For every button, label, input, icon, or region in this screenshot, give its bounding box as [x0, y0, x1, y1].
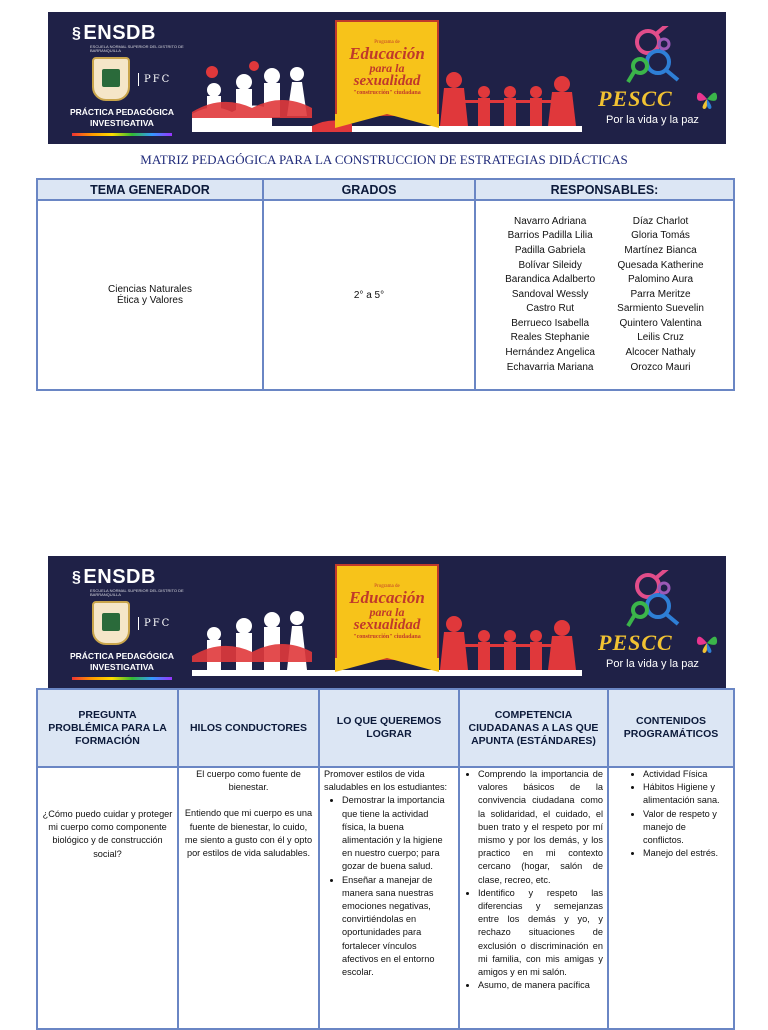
- list-item: • Actividad Física: [643, 768, 729, 781]
- crest-icon: [92, 601, 130, 645]
- edu-line-4: "construcción" ciudadana: [353, 634, 421, 640]
- ensdb-subtitle: ESCUELA NORMAL SUPERIOR DEL DISTRITO DE BARRANQUILLA: [90, 588, 184, 597]
- list-item: • Identifico y respeto las diferencias y semejanzas entre los demás y yo, y rechazo situaciones de exclusión o discriminación en mi familia, con mis amigas y amigos y en mi salón.: [478, 887, 603, 979]
- pescc-text: PESCC: [598, 86, 673, 111]
- slogan-text: Por la vida y la paz: [606, 658, 699, 670]
- responsable-name: Castro Rut: [526, 303, 575, 315]
- header-contenidos: CONTENIDOS PROGRAMÁTICOS: [608, 689, 734, 767]
- pescc-text: PESCC: [598, 630, 673, 655]
- responsable-name: Reales Stephanie: [510, 332, 590, 344]
- header-tema: TEMA GENERADOR: [37, 179, 263, 200]
- responsable-name: Parra Meritze: [630, 288, 691, 300]
- responsable-name: Díaz Charlot: [632, 215, 689, 227]
- lograr-cell: [319, 767, 459, 1029]
- responsable-name: Bolívar Sileidy: [518, 259, 582, 271]
- edu-line-2: para la: [369, 605, 405, 619]
- responsable-name: Alcocer Nathaly: [625, 347, 696, 359]
- edu-line-3: sexualidad: [353, 73, 421, 89]
- page-title: MATRIZ PEDAGÓGICA PARA LA CONSTRUCCION DE ESTRATEGIAS DIDÁCTICAS: [140, 152, 628, 167]
- pescc-logo: [596, 26, 718, 136]
- pregunta-cell: [37, 767, 178, 1029]
- edu-pre: Programa de: [374, 40, 400, 45]
- responsable-name: Barrios Padilla Lilia: [507, 230, 593, 242]
- edu-line-4: "construcción" ciudadana: [353, 90, 421, 96]
- grados-cell: 2° a 5°: [263, 200, 475, 390]
- header-pregunta: PREGUNTA PROBLÉMICA PARA LA FORMACIÓN: [37, 689, 178, 767]
- list-item: • Hábitos Higiene y alimentación sana.: [643, 781, 729, 807]
- lograr-intro: Promover estilos de vida saludables en los estudiantes:: [324, 769, 448, 793]
- butterfly-icon: [696, 88, 718, 110]
- hilos-text-1: El cuerpo como fuente de bienestar.: [196, 769, 301, 793]
- header-grados: GRADOS: [263, 179, 475, 200]
- responsable-name: Palomino Aura: [628, 274, 694, 286]
- matrix-table: [36, 688, 735, 1030]
- header-banner-2: [48, 556, 726, 688]
- competencias-cell: [459, 767, 608, 1029]
- responsable-name: Echavarria Mariana: [506, 361, 594, 373]
- pescc-logo: [596, 570, 718, 680]
- responsable-name: Martínez Bianca: [624, 244, 697, 256]
- responsables-cell: [475, 200, 734, 390]
- responsable-name: Quesada Katherine: [617, 259, 704, 271]
- list-item: • Manejo del estrés.: [643, 847, 729, 860]
- butterfly-icon: [696, 632, 718, 654]
- gender-symbols-icon: [618, 26, 688, 88]
- responsable-name: Quintero Valentina: [619, 317, 702, 329]
- hilos-cell: [178, 767, 319, 1029]
- contenidos-list: [613, 768, 729, 860]
- responsables-col-2: [617, 215, 704, 376]
- header-hilos: HILOS CONDUCTORES: [178, 689, 319, 767]
- investigativa-label: INVESTIGATIVA: [90, 118, 154, 128]
- header-lograr: LO QUE QUEREMOS LOGRAR: [319, 689, 459, 767]
- ensdb-text: ENSDB: [83, 22, 156, 44]
- tema-line-2: Ética y Valores: [117, 295, 183, 306]
- responsable-name: Navarro Adriana: [514, 215, 587, 227]
- edu-line-1: Educación: [349, 44, 425, 63]
- responsable-name: Leilis Cruz: [637, 332, 684, 344]
- ensdb-subtitle: ESCUELA NORMAL SUPERIOR DEL DISTRITO DE BARRANQUILLA: [90, 44, 184, 53]
- tema-cell: [37, 200, 263, 390]
- pregunta-text: ¿Cómo puedo cuidar y proteger mi cuerpo como componente biológico y de construcción social?: [42, 809, 173, 859]
- responsable-name: Sarmiento Suevelin: [617, 303, 704, 315]
- ensdb-text: ENSDB: [83, 566, 156, 588]
- contenidos-cell: [608, 767, 734, 1029]
- ensdb-logo: [58, 566, 186, 678]
- rainbow-line: [72, 677, 172, 680]
- hilos-text-2: Entiendo que mi cuerpo es una fuente de bienestar, lo cuido, me siento a gusto con él y opto por estilos de vida saludables.: [184, 808, 313, 859]
- responsable-name: Hernández Angelica: [505, 347, 595, 359]
- slogan-text: Por la vida y la paz: [606, 114, 699, 126]
- ensdb-logo: [58, 22, 186, 134]
- practica-label: PRÁCTICA PEDAGÓGICA: [69, 107, 175, 117]
- list-item: • Valor de respeto y manejo de conflictos.: [643, 808, 729, 848]
- list-item: • Enseñar a manejar de manera sana nuestras emociones negativas, convirtiéndolas en oportunidades para fortalecer vínculos afectivos en el entorno escolar.: [342, 874, 454, 980]
- responsable-name: Berrueco Isabella: [511, 317, 590, 329]
- pfc-label: PFC: [138, 73, 171, 86]
- educacion-sexualidad-badge: [335, 564, 439, 660]
- responsables-col-1: [505, 215, 595, 376]
- competencias-list: [464, 768, 603, 992]
- responsable-name: Gloria Tomás: [631, 230, 690, 242]
- edu-pre: Programa de: [374, 584, 400, 589]
- header-competencias: COMPETENCIA CIUDADANAS A LAS QUE APUNTA (ESTÁNDARES): [459, 689, 608, 767]
- header-responsables: RESPONSABLES:: [475, 179, 734, 200]
- practica-label: PRÁCTICA PEDAGÓGICA: [69, 651, 175, 661]
- ensdb-swirl-icon: §: [72, 24, 82, 42]
- rainbow-line: [72, 133, 172, 136]
- responsable-name: Barandica Adalberto: [505, 274, 596, 286]
- ensdb-swirl-icon: §: [72, 568, 82, 586]
- info-table: [36, 178, 735, 391]
- pfc-label: PFC: [138, 617, 171, 630]
- lograr-list: [324, 794, 454, 979]
- responsable-name: Sandoval Wessly: [511, 288, 589, 300]
- edu-line-1: Educación: [349, 588, 425, 607]
- investigativa-label: INVESTIGATIVA: [90, 662, 154, 672]
- list-item: • Demostrar la importancia que tiene la actividad física, la buena alimentación y la higiene en nuestro cuerpo; para gozar de buena salud.: [342, 794, 454, 873]
- edu-line-3: sexualidad: [353, 617, 421, 633]
- responsable-name: Orozco Mauri: [630, 361, 691, 373]
- responsable-name: Padilla Gabriela: [514, 244, 586, 256]
- gender-symbols-icon: [618, 570, 688, 632]
- list-item: • Comprendo la importancia de valores básicos de la convivencia ciudadana como la solidaridad, el cuidado, el buen trato y el respeto por mí mismo y por los demás, y los practico en mi contexto cercano (hogar, salón de clase, recreo, etc.: [478, 768, 603, 887]
- educacion-sexualidad-badge: [335, 20, 439, 116]
- list-item: • Asumo, de manera pacífica: [478, 979, 603, 992]
- crest-icon: [92, 57, 130, 101]
- edu-line-2: para la: [369, 61, 405, 75]
- tema-line-1: Ciencias Naturales: [108, 284, 192, 295]
- header-banner: [48, 12, 726, 144]
